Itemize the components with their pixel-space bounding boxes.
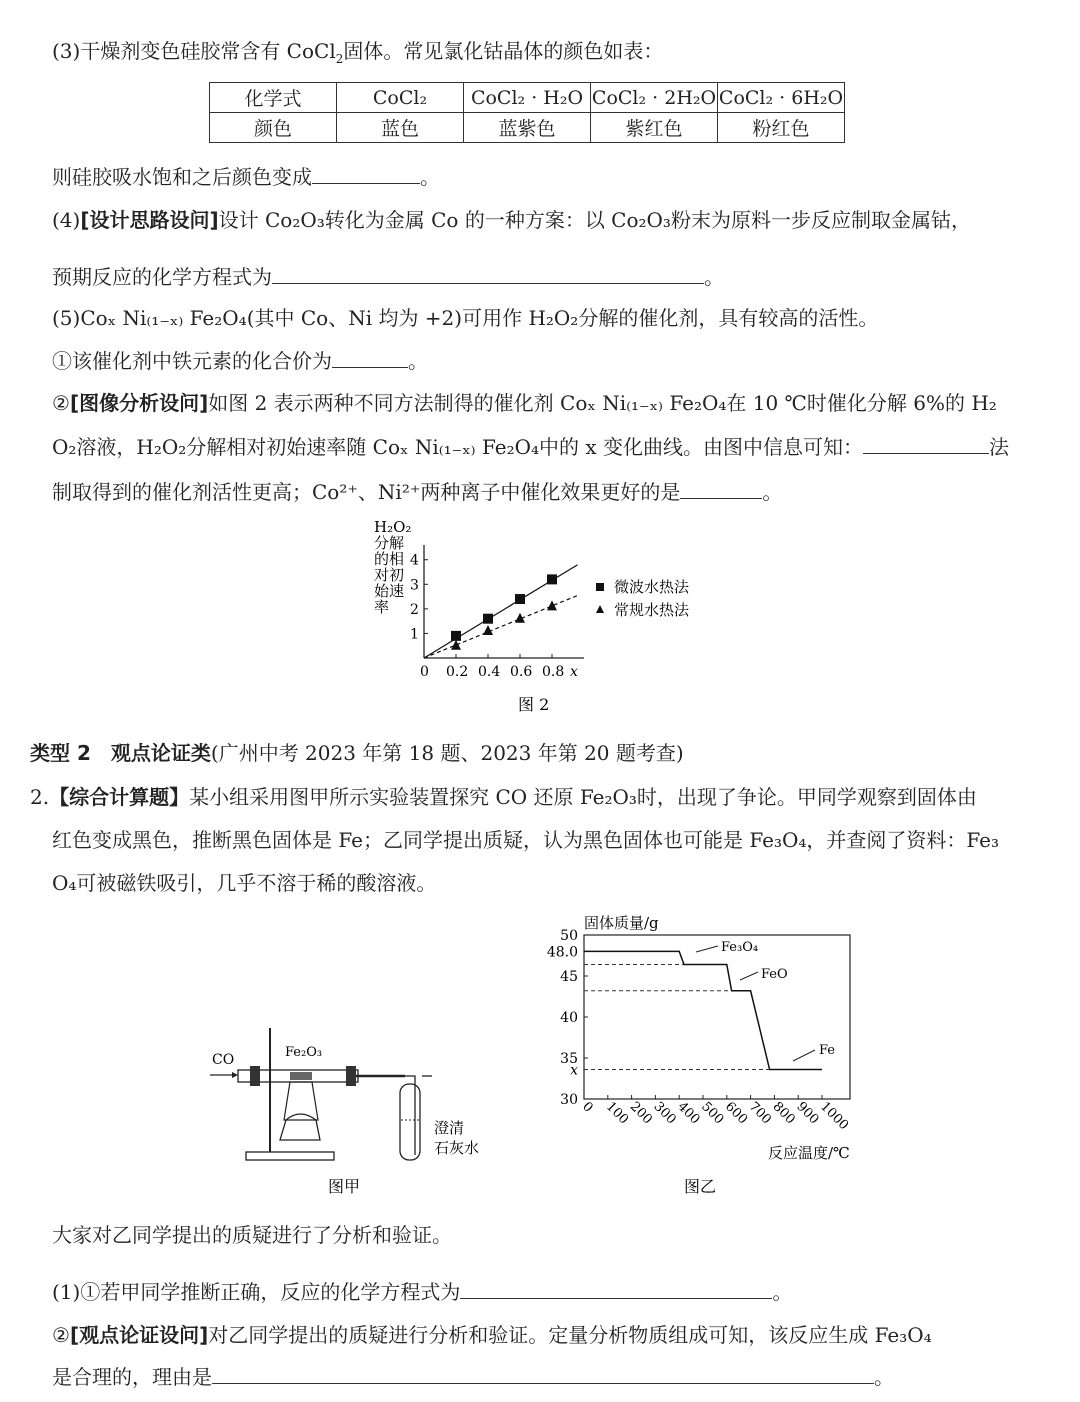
plot-frame — [584, 935, 850, 1099]
y-tick-label: 2 — [410, 601, 419, 618]
table-cell: CoCl₂ — [337, 83, 464, 113]
y-tick-label: 3 — [410, 577, 419, 594]
table-cell: CoCl₂ · 6H₂O — [718, 83, 845, 113]
x-axis-label: x — [570, 664, 578, 680]
limewater-label: 澄清 — [434, 1119, 465, 1137]
y-tick-label: 35 — [560, 1051, 578, 1067]
x-tick-label: 700 — [745, 1099, 774, 1128]
y-tick-label: 50 — [560, 928, 578, 944]
limewater-label: 石灰水 — [434, 1139, 480, 1157]
y-axis-label-line: 的相 — [374, 550, 405, 568]
y-axis-label-line: 对初 — [374, 566, 405, 584]
stand-base — [246, 1152, 334, 1160]
answer-blank[interactable] — [460, 1278, 772, 1299]
answer-blank[interactable] — [272, 263, 704, 284]
answer-blank[interactable] — [680, 478, 762, 499]
q5-sub1: ①该催化剂中铁元素的化合价为 。 — [52, 349, 428, 373]
x-tick-label: 0 — [579, 1099, 596, 1116]
bottom-p2: (1)①若甲同学推断正确，反应的化学方程式为 。 — [52, 1280, 793, 1304]
y-axis-label-line: 分解 — [374, 534, 405, 552]
q5-text: (5)Coₓ Ni₍₁₋ₓ₎ Fe₂O₄(其中 Co、Ni 均为 +2)可用作 H₂O₂分解的催化剂，具有较高的活性。 — [52, 306, 879, 330]
bottom-p4: 是合理的，理由是 。 — [52, 1365, 894, 1389]
figure-caption: 图甲 — [328, 1177, 361, 1196]
table-header-row — [210, 83, 845, 113]
q2-line2: 红色变成黑色，推断黑色固体是 Fe；乙同学提出质疑，认为黑色固体也可能是 Fe₃O₄，并查阅了资料：Fe₃ — [52, 828, 1000, 852]
stopper — [346, 1066, 356, 1086]
x-tick-label: 400 — [674, 1099, 703, 1128]
y-tick-label: 30 — [560, 1092, 578, 1108]
q5-sub2: ②[图像分析设问]如图 2 表示两种不同方法制得的催化剂 Coₓ Ni₍₁₋ₓ₎ Fe₂O₄在 10 ℃时催化分解 6%的 H₂ — [52, 391, 997, 415]
y-tick-label: 4 — [410, 552, 419, 569]
microwave-data-point — [515, 594, 525, 604]
feo-label: FeO — [761, 967, 788, 982]
q5-sub2-d: 制取得到的催化剂活性更高；Co²⁺、Ni²⁺两种离子中催化效果更好的是 。 — [52, 480, 783, 504]
legend-label: 微波水热法 — [614, 578, 690, 596]
table-cell: 化学式 — [210, 83, 337, 113]
x-tick-label: 0.4 — [478, 664, 501, 680]
figure-2-chart — [360, 515, 720, 720]
stopper — [250, 1066, 260, 1086]
answer-blank[interactable] — [863, 433, 989, 454]
apparatus-figure — [200, 1020, 500, 1200]
mass-temperature-chart — [540, 910, 870, 1205]
legend-label: 常规水热法 — [614, 601, 690, 619]
y-ticks — [410, 553, 428, 643]
cocl2-color-table — [209, 82, 845, 143]
bottom-p1: 大家对乙同学提出的质疑进行了分析和验证。 — [52, 1223, 452, 1247]
fe2o3-label: Fe₂O₃ — [285, 1045, 323, 1060]
test-tube — [400, 1084, 420, 1160]
y-tick-label: 1 — [410, 626, 419, 643]
table-cell: 颜色 — [210, 113, 337, 143]
y-axis-label-line: 始速 — [374, 582, 405, 600]
fe3o4-label: Fe₃O₄ — [721, 940, 759, 955]
answer-blank[interactable] — [312, 163, 420, 184]
q4-text: (4)[设计思路设问]设计 Co₂O₃转化为金属 Co 的一种方案：以 Co₂O₃粉末为原料一步反应制取金属钴， — [52, 208, 971, 232]
table-cell: 紫红色 — [591, 113, 718, 143]
x-tick-label: 200 — [626, 1099, 655, 1128]
table-cell: CoCl₂ · H₂O — [464, 83, 591, 113]
legend-triangle-marker — [596, 605, 604, 613]
figure-caption: 图 2 — [518, 695, 550, 714]
table-cell: 蓝紫色 — [464, 113, 591, 143]
fe2o3-sample — [290, 1072, 312, 1080]
y-axis-label — [374, 518, 411, 616]
alcohol-lamp — [280, 1114, 320, 1140]
x-ticks — [579, 1095, 851, 1133]
q5-sub2-c: O₂溶液，H₂O₂分解相对初始速率随 Coₓ Ni₍₁₋ₓ₎ Fe₂O₄中的 x 变化曲线。由图中信息可知： 法 — [52, 435, 1009, 459]
y-ticks — [547, 928, 588, 1108]
table-row — [210, 113, 845, 143]
x-axis-label: 反应温度/℃ — [768, 1144, 850, 1162]
y-axis-label: 固体质量/g — [584, 914, 659, 932]
x-tick-label: 800 — [769, 1099, 798, 1128]
q3-intro: (3)干燥剂变色硅胶常含有 CoCl$_2$固体。常见氯化钴晶体的颜色如表： — [52, 39, 664, 66]
microwave-data-point — [547, 574, 557, 584]
q2-line1: 2.【综合计算题】某小组采用图甲所示实验装置探究 CO 还原 Fe₂O₃时，出现了争论。甲同学观察到固体由 — [30, 785, 977, 809]
q2-line3: O₄可被磁铁吸引，几乎不溶于稀的酸溶液。 — [52, 871, 437, 895]
x-tick-label: 600 — [721, 1099, 751, 1128]
q4-line2: 预期反应的化学方程式为 。 — [52, 265, 724, 289]
y-tick-label: 40 — [560, 1010, 578, 1026]
y-axis-label-line: 率 — [374, 598, 390, 616]
y-tick-label: 45 — [560, 969, 578, 985]
y-axis-label-line: H₂O₂ — [374, 518, 412, 536]
legend-square-marker — [596, 583, 604, 591]
table-cell: CoCl₂ · 2H₂O — [591, 83, 718, 113]
answer-blank[interactable] — [332, 347, 408, 368]
q3-question: 则硅胶吸水饱和之后颜色变成 。 — [52, 165, 440, 189]
x-tick-label: 0.2 — [446, 664, 469, 680]
figure-caption: 图乙 — [684, 1177, 717, 1196]
bottom-p3: ②[观点论证设问]对乙同学提出的质疑进行分析和验证。定量分析物质组成可知，该反应生成 Fe₃O₄ — [52, 1323, 932, 1347]
label-pointer — [696, 946, 718, 952]
x-tick-label: 500 — [698, 1099, 727, 1128]
x-tick-label: 0.8 — [542, 664, 565, 680]
fe-label: Fe — [819, 1043, 836, 1058]
table-cell: 粉红色 — [718, 113, 845, 143]
conventional-data-point — [547, 600, 557, 610]
microwave-data-point — [483, 614, 493, 624]
x-tick-label: 0 — [420, 664, 429, 680]
y-tick-label: 48.0 — [546, 944, 578, 961]
x-tick-label: 100 — [602, 1099, 632, 1128]
label-pointer — [793, 1050, 815, 1061]
table-cell: 蓝色 — [337, 113, 464, 143]
answer-blank[interactable] — [212, 1363, 874, 1384]
x-tick-label: 900 — [793, 1099, 822, 1128]
conventional-trend-line — [424, 596, 578, 658]
x-tick-label: 300 — [650, 1099, 679, 1128]
type2-heading: 类型 2 观点论证类(广州中考 2023 年第 18 题、2023 年第 20 题考查) — [30, 741, 684, 765]
y-tick-label: x — [570, 1062, 578, 1079]
label-pointer — [740, 972, 758, 980]
x-tick-label: 1000 — [817, 1099, 852, 1134]
microwave-data-point — [451, 631, 461, 641]
x-tick-label: 0.6 — [510, 664, 533, 680]
co-label: CO — [212, 1052, 235, 1068]
